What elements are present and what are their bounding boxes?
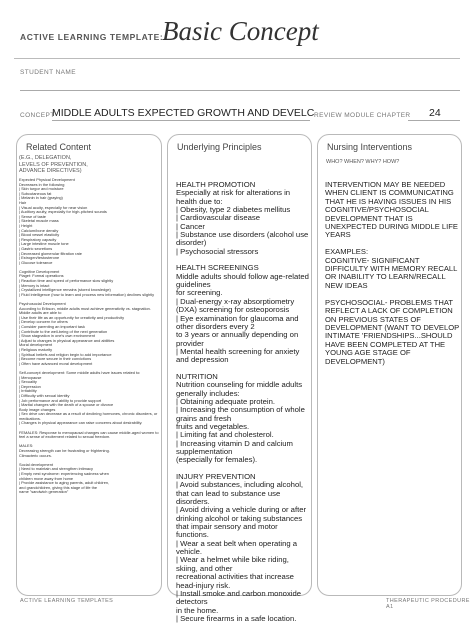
related-content-title: Related Content — [26, 142, 92, 152]
underlying-principles-text[interactable]: HEALTH PROMOTION Especially at risk for alterations in health due to: | Obesity, type 2 diabetes mellitus | Cardiovascular disease | Cancer | Substance use disorders (alcohol use disorder) | Psychosocial stressors HEALTH SCREENINGS Middle adults should follow age-related guidelines for screening. | Dual-energy x-ray absorptiometry (DXA) screening for osteoporosis | Eye examination for glaucoma and other disorders every 2 to 3 years or annually depending on provider | Mental health screening for anxiety and depression NUTRITION Nutrition counseling for middle adults generally includes: | Obtaining adequate protein. | Increasing the consumption of whole grains and fresh fruits and vegetables. | Limiting fat and cholesterol. | Increasing vitamin D and calcium supplementation (especially for females). INJURY PREVENTION | Avoid substances, including alcohol, that can lead to substance use disorders. | Avoid driving a vehicle during or after drinking alcohol or taking substances that impair sensory and motor functions. | Wear a seat belt when operating a vehicle. | Wear a helmet while bike riding, skiing, and other recreational activities that increase head-injury risk. | Install smoke and carbon monoxide detectors in the home. | Secure firearms in a safe location. — [176, 180, 309, 623]
nursing-interventions-subtitle: WHO? WHEN? WHY? HOW? — [326, 159, 400, 165]
related-content-subtitle: (E.G., DELEGATION, LEVELS OF PREVENTION, ADVANCE DIRECTIVES) — [19, 155, 88, 174]
header-divider — [14, 58, 460, 59]
student-name-label: STUDENT NAME — [20, 69, 76, 76]
student-name-line — [20, 90, 460, 91]
template-label: ACTIVE LEARNING TEMPLATE: — [20, 32, 164, 42]
chapter-field[interactable]: 24 — [429, 107, 441, 119]
underlying-principles-title: Underlying Principles — [177, 142, 262, 152]
template-title: Basic Concept — [162, 16, 319, 46]
related-content-text[interactable]: Expected Physical Development Decreases in the following | Skin turgor and moisture | Subcutaneous fat | Melanin in hair (graying) Hair | Visual acuity, especially for near vision | Auditory acuity, especially for high-pitched sounds | Sense of taste | Skeletal muscle mass | Height | Calcium/bone density | Blood vessel elasticity | Respiratory capacity | Large intestine muscle tone | Gastric secretions | Decreased glomerular filtration rate | Estrogen/testosterone | Glucose tolerance Cognitive Development Piaget: Formal operations | Reaction time and speed of performance slow slightly | Memory is intact | Crystallized intelligence remains (stored knowledge) | Fluid intelligence (how to learn and process new information) declines slightly Psychosocial Development According to Erikson, middle adults must achieve generativity vs. stagnation. Middle adults are able to | Use their life as an opportunity for creativity and productivity | Develop concern for others | Consider parenting an important task | Contribute to the well-being of the next generation | Show stagnation in one's own environment | Adjust to changes in physical appearance and abilities Moral development | Religious maturity | Spiritual beliefs and religion begin to add importance | Become more secure in their convictions | Often have advanced moral development Self-concept development: Some middle adults have issues related to: | Menopause | Sexuality | Depression | Irritability | Difficulty with sexual identity | Job performance and ability to provide support | Marital changes with the death of a spouse or divorce Body image changes | Sex drive can decrease as a result of declining hormones, chronic disorders, or medications. | Changes in physical appearance can raise concerns about desirability. FEMALES: Response to menopausal changes can cause middle-aged women to feel a sense of excitement related to sexual freedom. MALES: Decreasing strength can be frustrating or frightening. Climacteric occurs. Social development | Need to maintain and strengthen intimacy | Empty nest syndrome: experiencing sadness when children move away from home | Provide assistance to aging parents, adult children, and grandchildren, giving this stage of life the name "sandwich generation" — [19, 177, 159, 495]
footer-left: ACTIVE LEARNING TEMPLATES — [20, 598, 114, 604]
footer-right: THERAPEUTIC PROCEDURE A1 — [386, 598, 470, 610]
concept-line — [52, 120, 310, 121]
nursing-interventions-text[interactable]: INTERVENTION MAY BE NEEDED WHEN CLIENT IS COMMUNICATING THAT HE IS HAVING ISSUES IN HIS COGNITIVE/PSYCHOSOCIAL DEVELOPMENT THAT IS UNEXPECTED DURING MIDDLE LIFE YEARS EXAMPLES: COGNITIVE- SIGNIFICANT DIFFICULTY WITH MEMORY RECALL OR INABILITY TO LEARN/RECALL NEW IDEAS PSYCHOSOCIAL- PROBLEMS THAT REFLECT A LACK OF COMPLETION ON PREVIOUS STATES OF DEVELOPMENT (WANT TO DEVELOP INTIMATE 'FRIENDSHIPS...SHOULD HAVE BEEN COMPLETED AT THE YOUNG AGE STAGE OF DEVELOPMENT) — [325, 180, 460, 366]
template-header — [0, 0, 474, 62]
concept-field[interactable]: MIDDLE ADULTS EXPECTED GROWTH AND DEVELC — [52, 107, 315, 119]
chapter-label: REVIEW MODULE CHAPTER — [314, 112, 411, 119]
nursing-interventions-title: Nursing Interventions — [327, 142, 413, 152]
concept-label: CONCEPT — [20, 112, 55, 119]
chapter-line — [408, 120, 460, 121]
